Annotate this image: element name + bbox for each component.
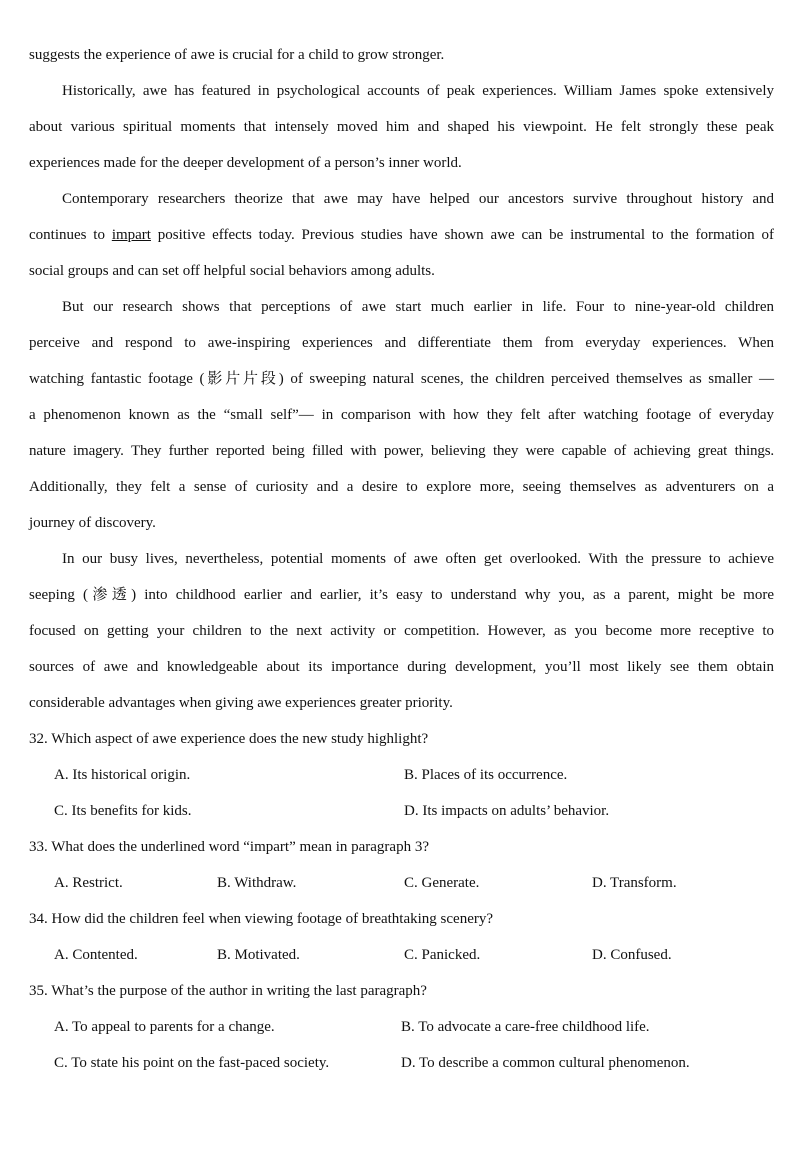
paragraph-3-line: social groups and can set off helpful social behaviors among adults. xyxy=(29,263,435,279)
paragraph-4-line: Additionally, they felt a sense of curiosity and a desire to explore more, seeing themselves as adventurers on a xyxy=(29,479,774,495)
question-32-stem: 32. Which aspect of awe experience does the new study highlight? xyxy=(29,731,429,747)
question-34-option-b: B. Motivated. xyxy=(217,947,300,963)
question-32-option-b: B. Places of its occurrence. xyxy=(404,767,568,783)
question-34-stem: 34. How did the children feel when viewing footage of breathtaking scenery? xyxy=(29,911,494,927)
question-33-option-d: D. Transform. xyxy=(592,875,677,891)
paragraph-3-line xyxy=(29,226,774,244)
question-32-option-a: A. Its historical origin. xyxy=(54,767,191,783)
paragraph-5-line: In our busy lives, nevertheless, potential moments of awe often get overlooked. With the pressure to achieve xyxy=(62,551,774,567)
question-34-option-d: D. Confused. xyxy=(592,947,672,963)
question-33-option-b: B. Withdraw. xyxy=(217,875,297,891)
question-35-option-c: C. To state his point on the fast-paced society. xyxy=(54,1055,330,1071)
paragraph-2-line: about various spiritual moments that intensely moved him and shaped his viewpoint. He felt strongly these peak xyxy=(29,119,774,135)
paragraph-1-line: suggests the experience of awe is crucial for a child to grow stronger. xyxy=(29,47,445,63)
question-32-option-d: D. Its impacts on adults’ behavior. xyxy=(404,803,610,819)
question-33-option-a: A. Restrict. xyxy=(54,875,123,891)
paragraph-4-line: perceive and respond to awe-inspiring experiences and differentiate them from everyday experiences. When xyxy=(29,335,774,351)
paragraph-3-line: Contemporary researchers theorize that awe may have helped our ancestors survive throughout history and xyxy=(62,191,774,207)
paragraph-4-line: nature imagery. They further reported being filled with power, believing they were capable of achieving great things. xyxy=(29,443,774,459)
question-35-option-d: D. To describe a common cultural phenomenon. xyxy=(401,1055,690,1071)
question-35-option-b: B. To advocate a care-free childhood life. xyxy=(401,1019,650,1035)
question-35-stem: 35. What’s the purpose of the author in writing the last paragraph? xyxy=(29,983,427,999)
paragraph-5-line: sources of awe and knowledgeable about its importance during development, you’ll most likely see them obtain xyxy=(29,659,774,675)
paragraph-4-line: a phenomenon known as the “small self”— in comparison with how they felt after watching footage of everyday xyxy=(29,407,774,423)
text-segment: continues to xyxy=(29,227,112,243)
paragraph-5-line: seeping (渗透) into childhood earlier and earlier, it’s easy to understand why you, as a parent, might be more xyxy=(29,587,774,603)
question-34-option-a: A. Contented. xyxy=(54,947,138,963)
paragraph-4-line: journey of discovery. xyxy=(29,515,156,531)
paragraph-4-line: But our research shows that perceptions of awe start much earlier in life. Four to nine-year-old children xyxy=(62,299,774,315)
question-34-option-c: C. Panicked. xyxy=(404,947,481,963)
question-32-option-c: C. Its benefits for kids. xyxy=(54,803,192,819)
paragraph-5-line: focused on getting your children to the next activity or competition. However, as you become more receptive to xyxy=(29,623,774,639)
question-33-option-c: C. Generate. xyxy=(404,875,480,891)
question-35-option-a: A. To appeal to parents for a change. xyxy=(54,1019,275,1035)
paragraph-5-line: considerable advantages when giving awe experiences greater priority. xyxy=(29,695,453,711)
question-33-stem: 33. What does the underlined word “impart” mean in paragraph 3? xyxy=(29,839,429,855)
text-segment: positive effects today. Previous studies have shown awe can be instrumental to the formation of xyxy=(150,227,775,243)
paragraph-2-line: Historically, awe has featured in psychological accounts of peak experiences. William James spoke extensively xyxy=(62,83,774,99)
underlined-word-impart: impart xyxy=(111,227,151,243)
paragraph-2-line: experiences made for the deeper development of a person’s inner world. xyxy=(29,155,462,171)
paragraph-4-line: watching fantastic footage (影片片段) of sweeping natural scenes, the children perceived themselves as smaller — xyxy=(29,371,774,387)
